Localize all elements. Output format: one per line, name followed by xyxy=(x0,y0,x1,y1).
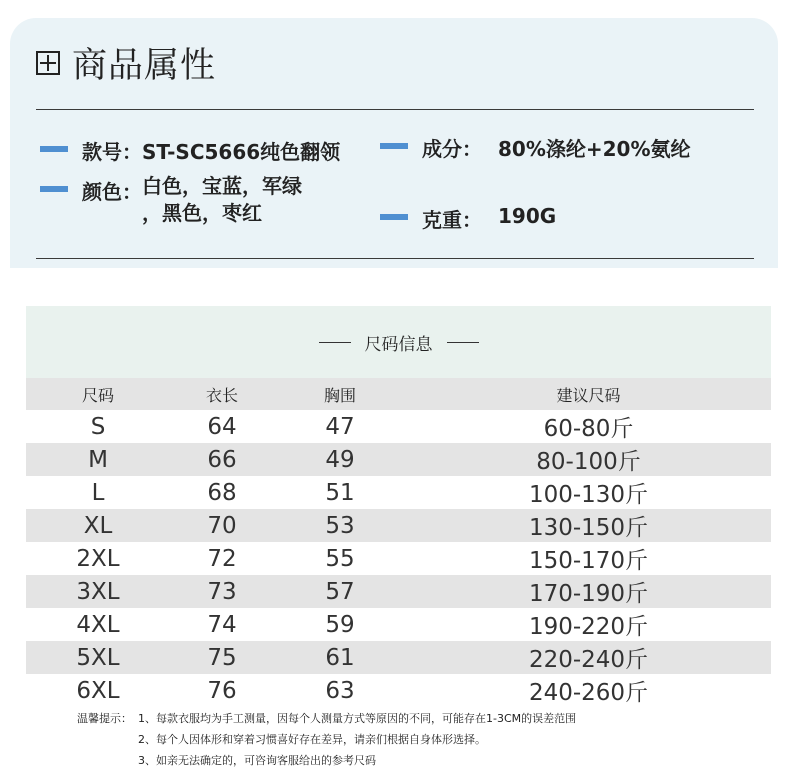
header-line-right xyxy=(447,342,479,343)
table-cell: 47 xyxy=(325,413,355,440)
column-header: 尺码 xyxy=(26,378,170,410)
table-cell: 220-240斤 xyxy=(406,641,771,674)
table-cell: 75 xyxy=(170,641,274,674)
note-text: 2、每个人因体形和穿着习惯喜好存在差异，请亲们根据自身体形选择。 xyxy=(138,733,486,746)
size-chart-header xyxy=(26,306,771,378)
note-line xyxy=(77,731,576,752)
table-cell: 59 xyxy=(325,611,355,638)
plus-box-icon xyxy=(36,51,60,75)
table-row xyxy=(26,575,771,608)
table-row xyxy=(26,674,771,707)
table-row xyxy=(26,608,771,641)
table-cell: 76 xyxy=(207,677,237,704)
table-row xyxy=(26,410,771,443)
table-row xyxy=(26,443,771,476)
note-text: 1、每款衣服均为手工测量，因每个人测量方式等原因的不同，可能存在1-3CM的误差范围 xyxy=(138,712,577,725)
table-cell: 60-80斤 xyxy=(543,416,634,442)
color-line-2: ，黑色，枣红 xyxy=(142,201,262,225)
table-cell: 100-130斤 xyxy=(528,482,649,508)
attr-material xyxy=(380,133,691,162)
attr-color xyxy=(40,176,302,227)
table-cell: 2XL xyxy=(76,545,120,572)
column-header: 建议尺码 xyxy=(406,378,771,410)
table-cell: 61 xyxy=(274,641,406,674)
table-cell: 5XL xyxy=(26,641,170,674)
bullet-dash-icon xyxy=(40,186,68,192)
notes-lead: 温馨提示： xyxy=(77,712,132,725)
table-cell: 51 xyxy=(325,479,355,506)
note-line xyxy=(77,710,576,731)
attr-weight xyxy=(380,204,556,233)
divider-top xyxy=(36,109,754,110)
table-cell: 80-100斤 xyxy=(406,443,771,476)
table-cell: XL xyxy=(26,509,170,542)
bullet-dash-icon xyxy=(380,214,408,220)
size-table xyxy=(26,378,771,707)
table-row xyxy=(26,509,771,542)
table-cell: 190-220斤 xyxy=(528,614,649,640)
attr-label: 成分： xyxy=(422,137,482,161)
size-notes xyxy=(77,710,576,773)
table-cell: 73 xyxy=(170,575,274,608)
bullet-dash-icon xyxy=(380,143,408,149)
header-line-left xyxy=(319,342,351,343)
table-cell: 170-190斤 xyxy=(406,575,771,608)
attr-style-number xyxy=(40,136,340,165)
table-cell: 55 xyxy=(325,545,355,572)
table-cell: 49 xyxy=(274,443,406,476)
color-line-1: 白色，宝蓝，军绿 xyxy=(142,174,302,198)
table-cell: 6XL xyxy=(76,677,120,704)
attr-value: 190G xyxy=(498,204,557,228)
table-cell: 130-150斤 xyxy=(406,509,771,542)
table-cell: 74 xyxy=(207,611,237,638)
attr-value xyxy=(142,173,302,227)
attributes-title: 商品属性 xyxy=(72,46,217,86)
column-header: 衣长 xyxy=(170,378,274,410)
column-header: 胸围 xyxy=(274,378,406,410)
table-cell: 63 xyxy=(325,677,355,704)
table-cell: 72 xyxy=(207,545,237,572)
divider-bottom xyxy=(36,258,754,259)
table-cell: S xyxy=(90,413,106,440)
table-row xyxy=(26,476,771,509)
table-row xyxy=(26,641,771,674)
table-cell: 3XL xyxy=(26,575,170,608)
table-cell: 57 xyxy=(274,575,406,608)
table-cell: 4XL xyxy=(76,611,120,638)
table-header-row xyxy=(26,378,771,410)
table-cell: 240-260斤 xyxy=(528,680,649,706)
attr-label: 款号： xyxy=(82,140,142,164)
bullet-dash-icon xyxy=(40,146,68,152)
table-cell: 68 xyxy=(207,479,237,506)
attr-value: 80%涤纶+20%氨纶 xyxy=(498,137,691,161)
attr-label: 克重： xyxy=(422,208,482,232)
table-cell: L xyxy=(91,479,105,506)
attr-value: ST-SC5666纯色翻领 xyxy=(142,140,341,164)
size-chart xyxy=(26,306,771,707)
attributes-title-row xyxy=(36,40,216,86)
table-row xyxy=(26,542,771,575)
note-line xyxy=(77,752,576,773)
table-cell: 53 xyxy=(274,509,406,542)
size-chart-title: 尺码信息 xyxy=(364,334,433,355)
table-cell: 150-170斤 xyxy=(528,548,649,574)
table-cell: 64 xyxy=(207,413,237,440)
table-cell: 70 xyxy=(170,509,274,542)
table-cell: 66 xyxy=(170,443,274,476)
attr-label: 颜色： xyxy=(82,180,142,204)
note-text: 3、如亲无法确定的，可咨询客服给出的参考尺码 xyxy=(138,754,376,767)
table-cell: M xyxy=(26,443,170,476)
